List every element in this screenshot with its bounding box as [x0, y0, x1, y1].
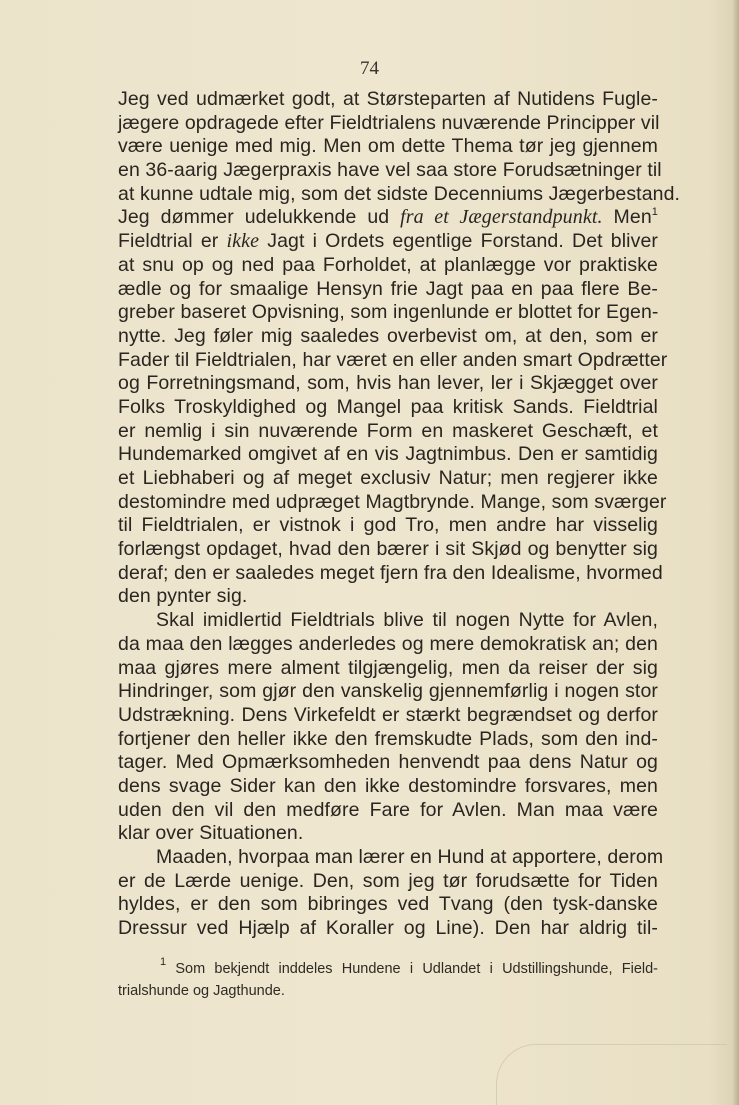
line-text: tager. Med Opmærksomheden henvendt paa dens Natur og	[118, 751, 658, 774]
text-line	[118, 490, 667, 515]
line-text: Men	[602, 206, 652, 229]
line-text: er de Lærde uenige. Den, som jeg tør forudsætte for Tiden	[118, 869, 658, 892]
text-line	[118, 609, 658, 633]
text-line	[118, 585, 658, 609]
text-line	[118, 704, 658, 728]
line-text: klar over Situationen.	[118, 822, 304, 845]
line-text: den pynter sig.	[118, 585, 248, 608]
line-text: greber baseret Opvisning, som ingenlunde er blottet for Egen-	[118, 301, 659, 324]
line-text: og Forretningsmand, som, hvis han lever, ler i Skjægget over	[118, 372, 658, 395]
line-text: fortjener den heller ikke den fremskudte Plads, som den ind-	[118, 727, 658, 750]
text-line	[118, 467, 658, 491]
text-line	[118, 230, 658, 254]
line-text: forlængst opdaget, hvad den bærer i sit Skjød og benytter sig	[118, 538, 658, 561]
line-text: uden den vil den medføre Fare for Avlen. Man maa være	[118, 798, 658, 821]
footnote-text: trialshunde og Jagthunde.	[118, 983, 285, 999]
text-line	[118, 846, 664, 870]
line-text: en 36-aarig Jægerpraxis have vel saa store Forudsætninger til	[118, 159, 662, 182]
text-line	[118, 657, 658, 681]
text-line	[118, 443, 658, 467]
footnote-marker: 1	[160, 956, 167, 968]
page-number: 74	[360, 58, 379, 79]
line-text: Jagt i Ordets egentlige Forstand. Det bliver	[259, 230, 658, 253]
text-line	[118, 680, 658, 704]
page-corner-curl	[496, 1044, 727, 1105]
line-text: Folks Troskyldighed og Mangel paa kritisk Sands. Fieldtrial	[118, 395, 658, 418]
text-line	[118, 301, 658, 325]
text-line	[118, 870, 658, 894]
text-line	[118, 325, 658, 349]
line-text: Maaden, hvorpaa man lærer en Hund at apportere, derom	[156, 846, 664, 868]
text-line	[118, 396, 658, 420]
line-text: Udstrækning. Dens Virkefeldt er stærkt begrændset og derfor	[118, 703, 658, 726]
line-text: destomindre med udpræget Magtbrynde. Mange, som sværger	[118, 490, 667, 513]
line-text: et Liebhaberi og af meget exclusiv Natur; men regjerer ikke	[118, 467, 658, 489]
footnote-line	[118, 980, 658, 1002]
text-line	[118, 751, 658, 775]
line-text: da maa den lægges anderledes og mere demokratisk an; den	[118, 632, 658, 655]
text-line	[118, 159, 662, 183]
line-text: Fader til Fieldtrialen, har været en eller anden smart Opdrætter	[118, 348, 668, 371]
footnote	[118, 958, 658, 1002]
line-text: Skal imidlertid Fieldtrials blive til nogen Nytte for Avlen,	[156, 609, 658, 632]
line-text: Fieldtrial er	[118, 230, 227, 253]
text-line	[118, 893, 658, 917]
text-line	[118, 348, 668, 373]
text-line	[118, 182, 681, 207]
line-text: ædle og for smaalige Hensyn frie Jagt paa en paa flere Be-	[118, 277, 658, 300]
text-line	[118, 822, 658, 846]
line-text: Hundemarked omgivet af en vis Jagtnimbus. Den er samtidig	[118, 443, 658, 466]
text-line	[118, 254, 658, 278]
text-line	[118, 112, 658, 136]
line-text: er nemlig i sin nuværende Form en maskeret Geschæft, et	[118, 419, 658, 442]
text-line	[118, 917, 658, 941]
text-line	[118, 775, 658, 799]
line-text: at snu op og ned paa Forholdet, at planlægge vor praktiske	[118, 253, 658, 276]
line-text: nytte. Jeg føler mig saaledes overbevist om, at den, som er	[118, 324, 658, 347]
emphasis-text: fra et Jægerstandpunkt.	[400, 206, 603, 229]
text-line	[118, 633, 658, 657]
line-text: Jeg dømmer udelukkende ud	[118, 206, 401, 229]
footnote-text: Som bekjendt inddeles Hundene i Udlandet i Udstillingshunde, Field-	[175, 961, 659, 977]
line-text: til Fieldtrialen, er vistnok i god Tro, men andre har visselig	[118, 514, 658, 537]
text-line	[118, 538, 658, 562]
text-line	[118, 278, 658, 302]
line-text: dens svage Sider kan den ikke destomindre forsvares, men	[118, 774, 658, 797]
line-text: Hindringer, som gjør den vanskelig gjennemførlig i nogen stor	[118, 680, 658, 703]
body-text	[118, 88, 681, 941]
text-line	[118, 88, 658, 112]
line-text: at kunne udtale mig, som det sidste Decenniums Jægerbestand.	[118, 182, 681, 205]
text-line	[118, 799, 658, 823]
text-line	[118, 514, 658, 538]
footnote-reference: 1	[651, 206, 658, 219]
line-text: deraf; den er saaledes meget fjern fra den Idealisme, hvormed	[118, 561, 663, 584]
text-line	[118, 206, 658, 230]
page-edge	[733, 0, 739, 1105]
line-text: være uenige med mig. Men om dette Thema tør jeg gjennem	[118, 135, 658, 158]
text-line	[118, 420, 658, 444]
emphasis-text: ikke	[226, 230, 260, 253]
line-text: maa gjøres mere alment tilgjængelig, men da reiser der sig	[118, 656, 658, 679]
line-text: Jeg ved udmærket godt, at Størsteparten af Nutidens Fugle-	[118, 88, 658, 110]
line-text: jægere opdragede efter Fieldtrialens nuværende Principper vil	[118, 111, 660, 134]
text-line	[118, 135, 658, 159]
line-text: Dressur ved Hjælp af Koraller og Line). Den har aldrig til-	[118, 917, 658, 940]
text-line	[118, 561, 663, 586]
line-text: hyldes, er den som bibringes ved Tvang (den tysk-danske	[118, 893, 658, 916]
text-line	[118, 728, 658, 752]
footnote-line	[118, 958, 658, 980]
text-line	[118, 372, 658, 396]
